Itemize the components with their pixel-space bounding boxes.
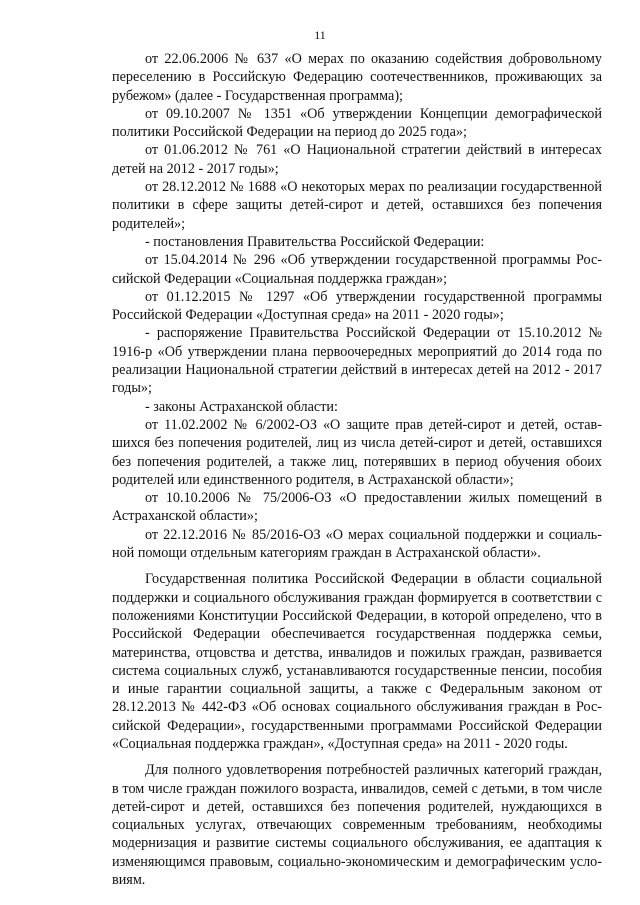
decree-1351-paragraph: от 09.10.2007 № 1351 «Об утверждении Концепции демографической политики Российской Федерации на период до 2025 года»; bbox=[112, 105, 602, 141]
law-75-2006-paragraph: от 10.10.2006 № 75/2006-ОЗ «О предоставлении жилых помещений в Астраханской области»; bbox=[112, 490, 602, 525]
decree-637-paragraph: от 22.06.2006 № 637 «О мерах по оказанию содействия добровольному переселению в Российскую Федерацию соотечественников, проживающих за рубежом» (далее - Государственная программа); bbox=[112, 51, 602, 104]
order-1916r-paragraph: - распоряжение Правительства Российской Федерации от 15.10.2012 № 1916-р «Об утверждении плана первоочередных мероприятий до 2014 года по реализации Национальной стратегии действий в интересах детей на 2012 - 2017 годы»; bbox=[112, 325, 602, 397]
page-number: 11 bbox=[314, 28, 326, 42]
government-resolutions-heading: - постановления Правительства Российской Федерации: bbox=[145, 233, 485, 250]
document-body bbox=[112, 50, 602, 889]
decree-761-paragraph: от 01.06.2012 № 761 «О Национальной стратегии действий в интересах детей на 2012 - 2017 годы»; bbox=[112, 142, 602, 177]
resolution-1297-paragraph: от 01.12.2015 № 1297 «Об утверждении государственной программы Российской Федерации «Доступная среда» на 2011 - 2020 годы»; bbox=[112, 288, 602, 324]
state-policy-paragraph: Государственная политика Российской Федерации в области социальной поддержки и социального обслуживания граждан формируется в соответствии с положениями Конституции Российской Федерации, в которой определено, что в Российской Федерации обеспечивается государственная поддержка семьи, материнства, отцовства и детства, инвалидов и пожилых граждан, развивается система социальных служб, устанавливаются государственные пенсии, пособия и иные гарантии социальной защиты, а также с Федеральным законом от 28.12.2013 № 442-ФЗ «Об основах социального обслуживания граждан в Российской Федерации», государственными программами Российской Федерации «Социальная поддержка граждан», «Доступная среда» на 2011 - 2020 годы. bbox=[112, 571, 602, 752]
modernization-paragraph: Для полного удовлетворения потребностей различных категорий граждан, в том числе граждан пожилого возраста, инвалидов, семей с детьми, в том числе детей-сирот и детей, оставшихся без попечения родителей, нуждающихся в социальных услугах, отвечающих современным требованиям, необходимы модернизация и развитие системы социального обслуживания, ее адаптация к изменяющимся правовым, социально-экономическим и демографическим условиям. bbox=[112, 762, 602, 889]
resolution-296-paragraph: от 15.04.2014 № 296 «Об утверждении государственной программы Российской Федерации «Социальная поддержка граждан»; bbox=[112, 252, 602, 287]
law-85-2016-paragraph: от 22.12.2016 № 85/2016-ОЗ «О мерах социальной поддержки и социальной помощи отдельным категориям граждан в Астраханской области». bbox=[112, 526, 602, 562]
law-6-2002-paragraph: от 11.02.2002 № 6/2002-ОЗ «О защите прав детей-сирот и детей, оставшихся без попечения родителей, лиц из числа детей-сирот и детей, оставшихся без попечения родителей, а также лиц, потерявших в период обучения обоих родителей или единственного родителя, в Астраханской области»; bbox=[112, 416, 602, 488]
decree-1688-paragraph: от 28.12.2012 № 1688 «О некоторых мерах по реализации государственной политики в сфере защиты детей-сирот и детей, оставшихся без попечения родителей»; bbox=[112, 179, 602, 232]
regional-laws-heading: - законы Астраханской области: bbox=[145, 398, 338, 415]
